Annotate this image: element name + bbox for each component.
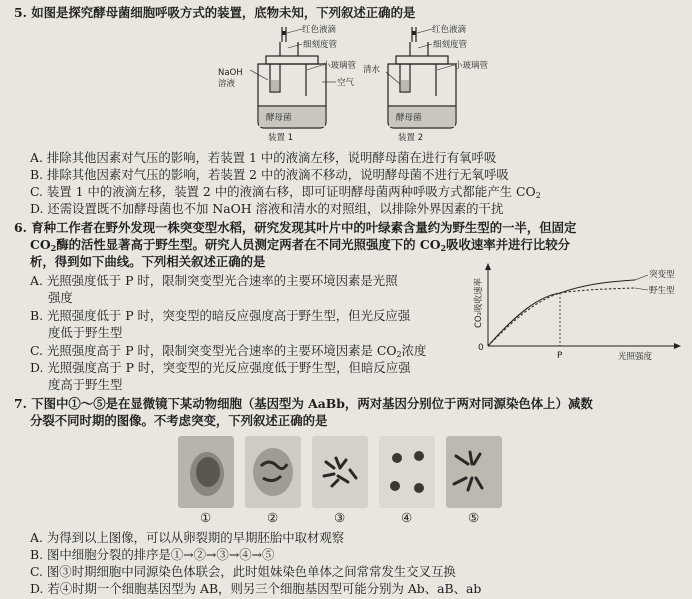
q6-option-c-sub: 2 (396, 350, 402, 359)
cell-image-4 (379, 436, 435, 508)
q6-option-c-text: C. 光照强度高于 P 时，限制突变型光合速率的主要环境因素是 CO (30, 343, 397, 358)
label-small-glass-tube-1: 小玻璃管 (322, 61, 357, 71)
q6-stem-line1: 6. 育种工作者在野外发现一株突变型水稻，研究发现其叶片中的叶绿素含量约为野生型的一半，但固定 (14, 220, 577, 235)
legend-wild: 野生型 (649, 286, 675, 296)
label-solution: 溶液 (218, 79, 236, 89)
q6-sub-a: 2 (50, 243, 57, 253)
label-air: 空气 (337, 78, 355, 88)
label-clear-water: 清水 (363, 65, 381, 75)
q5-option-c[interactable] (30, 184, 541, 199)
q6-chart (470, 262, 690, 364)
q6-option-d-cont: 度高于野生型 (48, 377, 123, 392)
series-mutant-line (488, 280, 635, 346)
label-yeast-1: 酵母菌 (266, 113, 292, 123)
label-thin-tube-1: 细刻度管 (303, 40, 338, 50)
q6-option-a-cont: 强度 (48, 290, 73, 305)
label-yeast-2: 酵母菌 (396, 113, 422, 123)
label-thin-tube-2: 细刻度管 (433, 40, 468, 50)
label-naoh: NaOH (218, 68, 243, 78)
q6-stem-c: 吸收速率并进行比较分 (446, 237, 571, 252)
q6-option-c-end: 浓度 (401, 343, 427, 358)
cell-label-4: ④ (401, 510, 413, 525)
chart-origin: 0 (478, 343, 484, 353)
q6-sub-b: 2 (440, 243, 447, 253)
chart-x-arrow (674, 343, 681, 349)
q6-option-c[interactable] (30, 343, 426, 358)
q5-option-b[interactable]: B. 排除其他因素对气压的影响，若装置 2 中的液滴不移动，说明酵母菌不进行无氧呼吸 (30, 167, 509, 182)
q6-stem-b: 酶的活性显著高于野生型。研究人员测定两者在不同光照强度下的 CO (56, 237, 441, 252)
label-red-drop-1: 红色液滴 (302, 25, 337, 35)
cell-label-2: ② (267, 510, 279, 525)
q7-option-b[interactable]: B. 图中细胞分裂的排序是①→②→③→④→⑤ (30, 547, 275, 562)
q6-co2-a: CO (30, 237, 51, 252)
cell-label-3: ③ (334, 510, 346, 525)
cell-image-3 (312, 436, 368, 508)
q7-option-c[interactable]: C. 图③时期细胞中同源染色体联会，此时姐妹染色单体之间常常发生交叉互换 (30, 564, 456, 579)
q6-stem-line3: 析，得到如下曲线。下列相关叙述正确的是 (30, 254, 266, 269)
label-device-1: 装置 1 (268, 133, 294, 143)
q7-stem-line2: 分裂不同时期的图像。不考虑突变，下列叙述正确的是 (30, 413, 328, 428)
q5-option-d[interactable]: D. 还需设置既不加酵母菌也不加 NaOH 溶液和清水的对照组，以排除外界因素的干扰 (30, 201, 504, 216)
q6-stem-line2 (30, 237, 570, 252)
label-red-drop-2: 红色液滴 (432, 25, 467, 35)
series-wild-line (488, 288, 635, 346)
cell-label-1: ① (200, 510, 212, 525)
q7-option-d[interactable]: D. 若④时期一个细胞基因型为 AB，则另三个细胞基因型可能分别为 Ab、aB、ab (30, 581, 482, 596)
q5-co2-subscript: 2 (535, 191, 541, 200)
q5-option-a[interactable]: A. 排除其他因素对气压的影响，若装置 1 中的液滴左移，说明酵母菌在进行有氧呼吸 (30, 150, 497, 165)
q6-option-a[interactable]: A. 光照强度低于 P 时，限制突变型光合速率的主要环境因素是光照 (30, 273, 398, 288)
q6-option-d[interactable]: D. 光照强度高于 P 时，突变型的光反应强度低于野生型，但暗反应强 (30, 360, 411, 375)
legend-mutant: 突变型 (649, 270, 675, 280)
cell-image-1 (178, 436, 234, 508)
label-small-glass-tube-2: 小玻璃管 (454, 61, 489, 71)
q5-stem: 5. 如图是探究酵母菌细胞呼吸方式的装置，底物未知，下列叙述正确的是 (14, 5, 416, 20)
q6-option-b[interactable]: B. 光照强度低于 P 时，突变型的暗反应强度高于野生型，但光反应强 (30, 308, 411, 323)
cell-label-5: ⑤ (468, 510, 480, 525)
q5-option-c-text: C. 装置 1 中的液滴左移，装置 2 中的液滴右移，即可证明酵母菌两种呼吸方式都能产生 CO (30, 184, 536, 199)
q7-stem-line1: 7. 下图中①～⑤是在显微镜下某动物细胞（基因型为 AaBb，两对基因分别位于两对同源染色体上）减数 (14, 396, 593, 411)
q5-apparatus-diagram (210, 22, 530, 147)
q6-option-b-cont: 度低于野生型 (48, 325, 123, 340)
chart-y-label: CO₂吸收速率 (474, 277, 484, 328)
cell-image-5 (446, 436, 502, 508)
chart-x-label: 光照强度 (618, 352, 653, 362)
label-device-2: 装置 2 (398, 133, 424, 143)
chart-y-arrow (485, 263, 491, 270)
q7-option-a[interactable]: A. 为得到以上图像，可以从卵裂期的早期胚胎中取材观察 (30, 530, 345, 545)
chart-x-tick-p: P (557, 351, 563, 361)
cell-image-2 (245, 436, 301, 508)
